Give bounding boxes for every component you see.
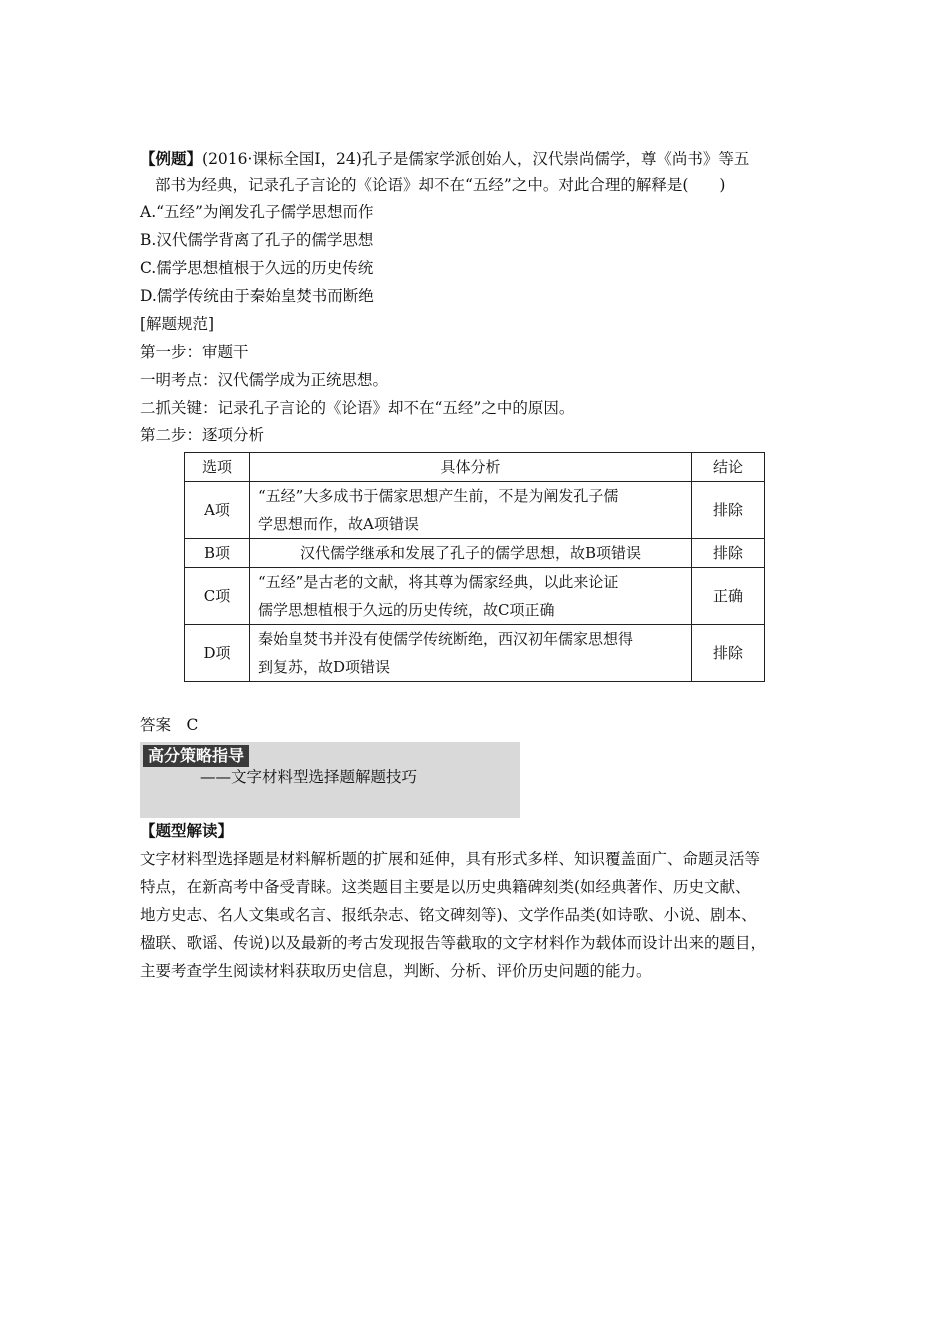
row-option: C项 [185, 568, 250, 625]
option-c: C.儒学思想植根于久远的历史传统 [140, 259, 374, 277]
row-analysis [250, 539, 692, 568]
header-option: 选项 [185, 453, 250, 482]
analysis-line: “五经”是古老的文献，将其尊为儒家经典，以此来论证 [258, 573, 619, 591]
analysis-line: 汉代儒学继承和发展了孔子的儒学思想，故B项错误 [299, 544, 642, 562]
row-conclusion: 排除 [692, 539, 765, 568]
interpretation-paragraph [140, 845, 820, 985]
paragraph-line: 文字材料型选择题是材料解析题的扩展和延伸，具有形式多样、知识覆盖面广、命题灵活等 [140, 850, 761, 868]
interpretation-heading: 【题型解读】 [140, 821, 234, 840]
analysis-line: 学思想而作，故A项错误 [258, 515, 419, 533]
analysis-table [184, 452, 765, 682]
paragraph-line: 特点，在新高考中备受青睐。这类题目主要是以历史典籍碑刻类(如经典著作、历史文献、 [140, 878, 751, 896]
row-conclusion: 排除 [692, 482, 765, 539]
key-point: 二抓关键：记录孔子言论的《论语》却不在“五经”之中的原因。 [140, 399, 575, 417]
table-row [185, 482, 765, 539]
row-option: D项 [185, 625, 250, 682]
paragraph-line: 地方史志、名人文集或名言、报纸杂志、铭文碑刻等)、文学作品类(如诗歌、小说、剧本、 [140, 906, 757, 924]
table-header-row [185, 453, 765, 482]
row-analysis [250, 568, 692, 625]
paragraph-line: 楹联、歌谣、传说)以及最新的考古发现报告等截取的文字材料作为载体而设计出来的题目， [140, 934, 767, 952]
header-analysis: 具体分析 [250, 453, 692, 482]
paragraph-line: 主要考查学生阅读材料获取历史信息，判断、分析、评价历史问题的能力。 [140, 962, 652, 980]
row-analysis [250, 625, 692, 682]
exam-point: 一明考点：汉代儒学成为正统思想。 [140, 371, 389, 389]
solution-heading: [解题规范] [140, 315, 215, 333]
option-b: B.汉代儒学背离了孔子的儒学思想 [140, 231, 374, 249]
example-tag: 【例题】 [140, 149, 203, 168]
example-question-part2: 部书为经典，记录孔子言论的《论语》却不在“五经”之中。对此合理的解释是( ) [155, 176, 726, 194]
table-row [185, 625, 765, 682]
step-one: 第一步：审题干 [140, 343, 249, 361]
row-option: B项 [185, 539, 250, 568]
example-question-part1: (2016·课标全国Ⅰ，24)孔子是儒家学派创始人，汉代崇尚儒学，尊《尚书》等五 [202, 150, 750, 168]
answer-line: 答案 C [140, 716, 199, 734]
analysis-line: 儒学思想植根于久远的历史传统，故C项正确 [258, 601, 555, 619]
table-row [185, 568, 765, 625]
analysis-line: 秦始皇焚书并没有使儒学传统断绝，西汉初年儒家思想得 [258, 630, 634, 648]
analysis-line: 到复苏，故D项错误 [258, 658, 391, 676]
row-conclusion: 排除 [692, 625, 765, 682]
strategy-title: 高分策略指导 [143, 745, 249, 767]
strategy-subtitle: ——文字材料型选择题解题技巧 [200, 768, 418, 786]
row-analysis [250, 482, 692, 539]
header-conclusion: 结论 [692, 453, 765, 482]
example-line-1 [140, 148, 749, 170]
option-d: D.儒学传统由于秦始皇焚书而断绝 [140, 287, 374, 305]
step-two: 第二步：逐项分析 [140, 426, 265, 444]
row-option: A项 [185, 482, 250, 539]
row-conclusion: 正确 [692, 568, 765, 625]
option-a: A.“五经”为阐发孔子儒学思想而作 [140, 203, 374, 221]
table-row [185, 539, 765, 568]
analysis-line: “五经”大多成书于儒家思想产生前，不是为阐发孔子儒 [258, 487, 619, 505]
